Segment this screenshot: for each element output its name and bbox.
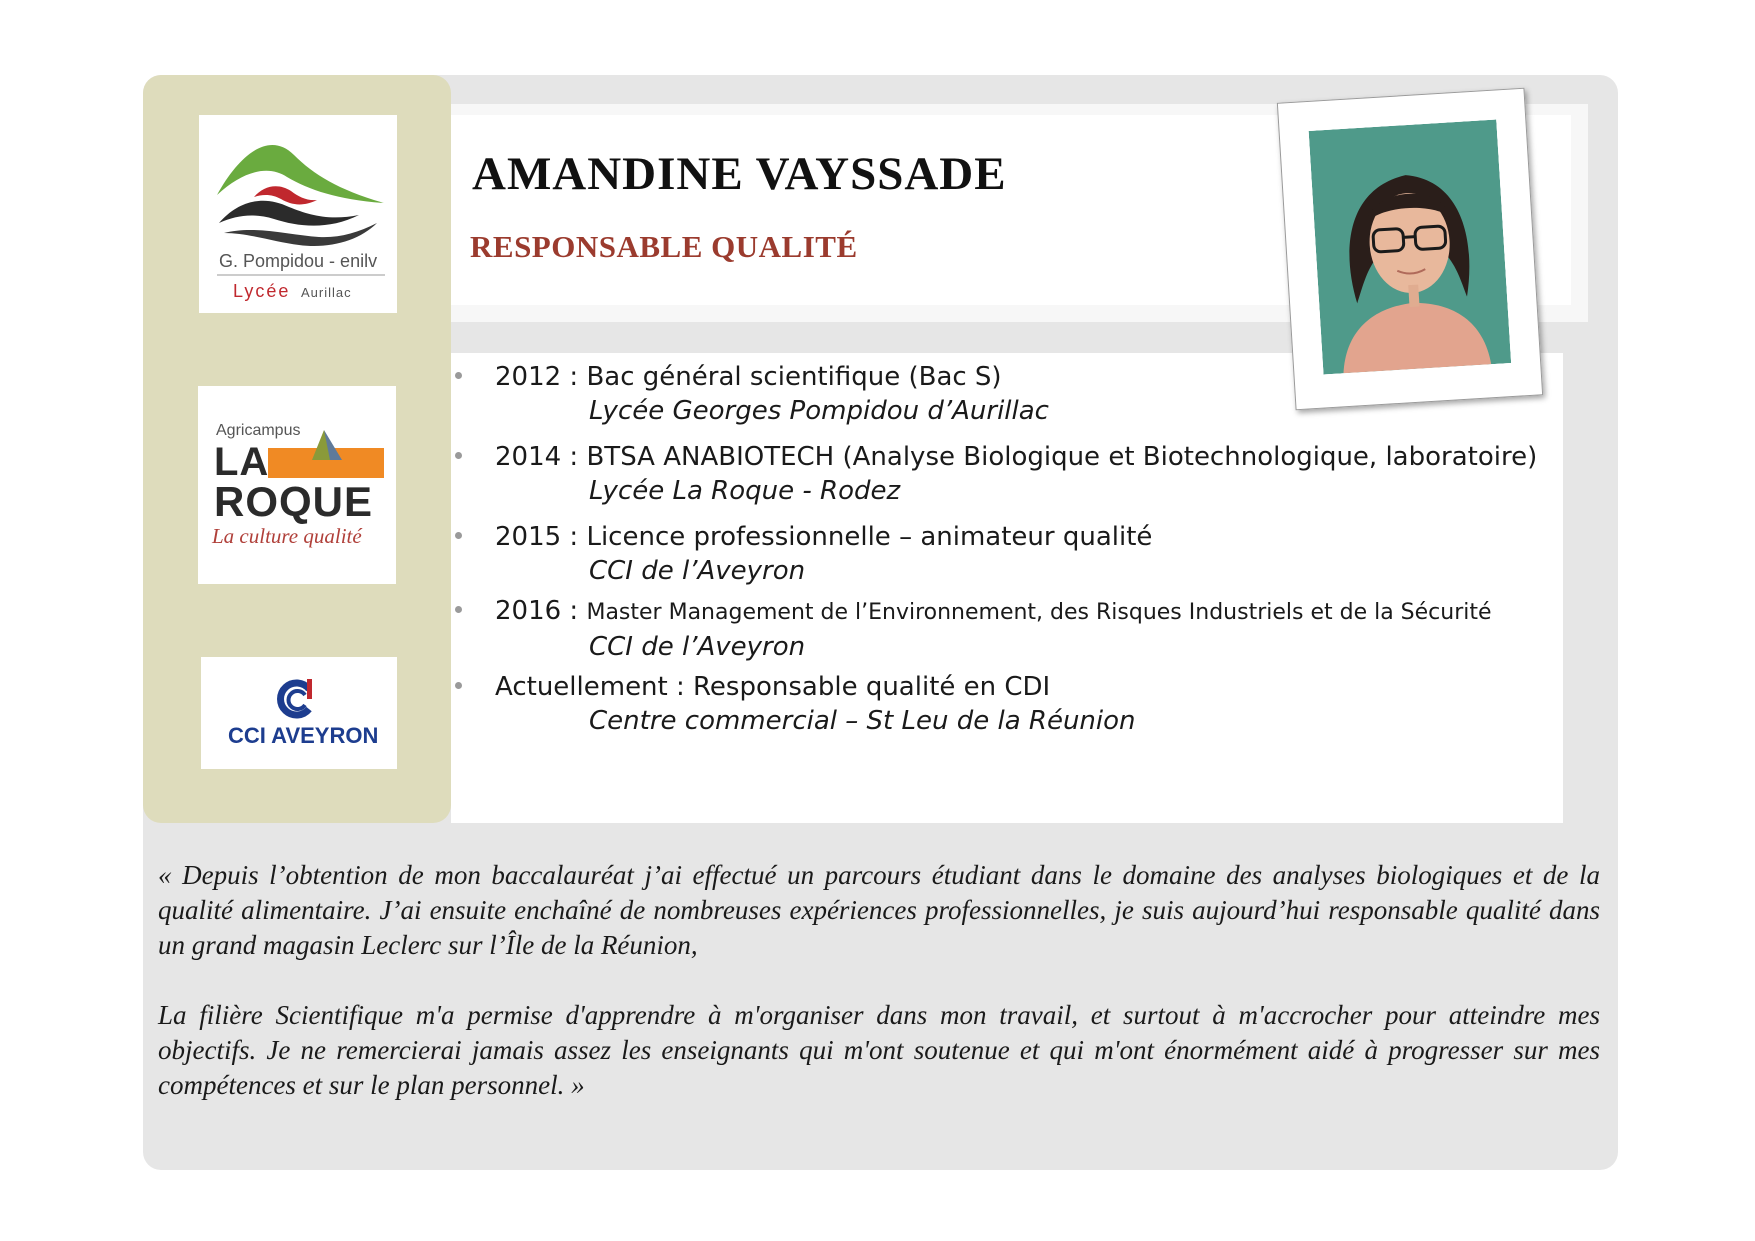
profile-photo (1309, 119, 1512, 374)
bullet-icon (455, 532, 462, 539)
cci-logo-text: CCI AVEYRON (228, 723, 379, 748)
pompidou-logo (199, 115, 397, 313)
education-place: Lycée La Roque - Rodez (589, 476, 901, 506)
pompidou-logo-graphic (199, 115, 397, 313)
bullet-icon (455, 452, 462, 459)
education-year: Actuellement : (495, 672, 685, 702)
education-title: Responsable qualité en CDI (693, 672, 1051, 702)
education-item (455, 360, 1565, 428)
education-year: 2016 : (495, 596, 579, 626)
quote-paragraph-2: La filière Scientifique m'a permise d'apprendre à m'organiser dans mon travail, et surtout à m'accrocher pour atteindre mes objectifs. Je ne remercierai jamais assez les enseignants qui m'ont soutenue et qui m'ont énormément aidé à progresser sur mes compétences et sur le plan personnel. » (158, 1000, 1600, 1100)
education-title: Licence professionnelle – animateur qualité (586, 522, 1153, 552)
education-title: BTSA ANABIOTECH (Analyse Biologique et Biotechnologique, laboratoire) (586, 442, 1538, 472)
job-title: RESPONSABLE QUALITÉ (470, 229, 858, 264)
bullet-icon (455, 682, 462, 689)
education-year: 2014 : (495, 442, 579, 472)
education-place: Centre commercial – St Leu de la Réunion (589, 706, 1136, 736)
education-title-line (495, 670, 1565, 704)
education-item (455, 670, 1565, 738)
education-item (455, 440, 1565, 508)
education-item (455, 520, 1565, 588)
education-year: 2015 : (495, 522, 579, 552)
education-item (455, 594, 1565, 664)
pompidou-logo-text: G. Pompidou - enilv (219, 251, 378, 271)
education-title: Bac général scientifique (Bac S) (586, 362, 1002, 392)
education-title: Master Management de l’Environnement, des Risques Industriels et de la Sécurité (586, 600, 1492, 625)
cci-aveyron-logo (201, 657, 397, 769)
laroque-logo-tagline: La culture qualité (212, 524, 362, 548)
education-title-line (495, 520, 1565, 554)
bullet-icon (455, 606, 462, 613)
pompidou-logo-city: Aurillac (301, 285, 352, 300)
laroque-logo-la: LA (214, 440, 270, 484)
education-place: Lycée Georges Pompidou d’Aurillac (589, 396, 1049, 426)
person-name: AMANDINE VAYSSADE (472, 148, 1007, 200)
education-place: CCI de l’Aveyron (589, 556, 806, 586)
education-title-line (495, 360, 1565, 394)
bullet-icon (455, 372, 462, 379)
education-year: 2012 : (495, 362, 579, 392)
laroque-logo-top: Agricampus (216, 422, 301, 439)
education-place: CCI de l’Aveyron (589, 632, 806, 662)
testimonial-quote (158, 858, 1600, 1103)
education-title-line (495, 440, 1565, 474)
quote-paragraph-1: « Depuis l’obtention de mon baccalauréat j’ai effectué un parcours étudiant dans le domaine des analyses biologiques et de la qualité alimentaire. J’ai ensuite enchaîné de nombreuses expériences professionnelles, je suis aujourd’hui responsable qualité dans un grand magasin Leclerc sur l’Île de la Réunion, (158, 860, 1600, 960)
pompidou-logo-lycee: Lycée (233, 281, 291, 301)
laroque-logo (198, 386, 396, 584)
education-title-line (495, 594, 1565, 630)
education-list (455, 360, 1565, 738)
cci-logo-mark (201, 657, 397, 769)
laroque-logo-roque: ROQUE (214, 478, 374, 525)
